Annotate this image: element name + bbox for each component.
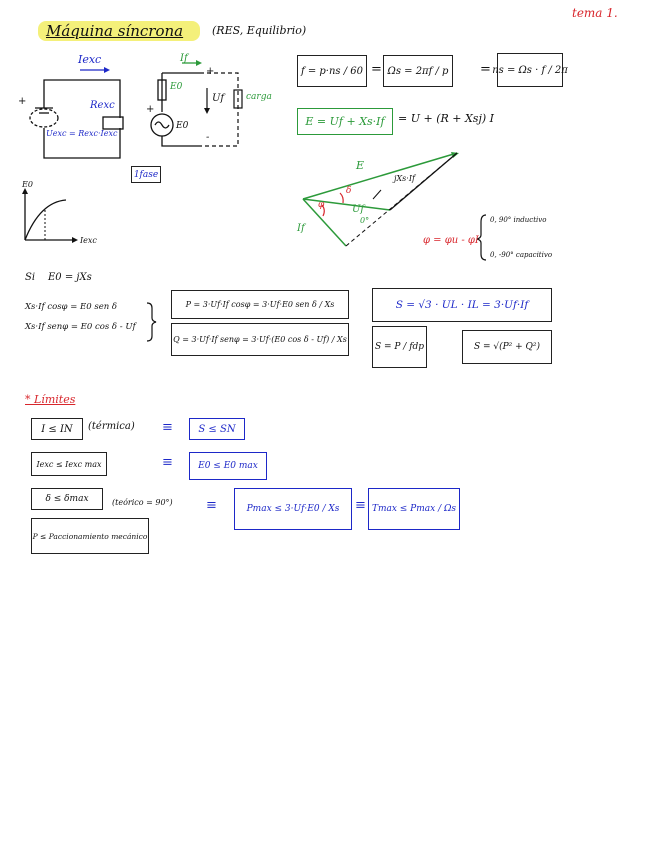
power-p-box: P = 3·Uf·If cosφ = 3·Uf·E0 sen δ / Xs bbox=[171, 290, 349, 319]
power-s-pq-box: S = √(P² + Q²) bbox=[462, 330, 552, 364]
label-e0-vec: E0 bbox=[170, 82, 183, 92]
phasor-label-delta: δ bbox=[346, 186, 352, 196]
formula-eq-1: = bbox=[371, 62, 382, 77]
power-s-fdp-box: S = P / fdp bbox=[372, 326, 427, 368]
label-iexc: Iexc bbox=[78, 53, 102, 66]
page-subtitle: (RES, Equilibrio) bbox=[212, 24, 307, 37]
phi-definition: φ = φu - φI bbox=[423, 235, 479, 246]
limit-1-left: I ≤ IN bbox=[31, 418, 83, 440]
phasor-label-E: E bbox=[356, 159, 365, 172]
limit-3-left: δ ≤ δmax bbox=[31, 488, 103, 510]
brace-bottom-text: 0, -90° capacitivo bbox=[490, 251, 553, 259]
limit-3-eq: ≡ bbox=[206, 498, 217, 513]
cond-line-2: Xs·If senφ = E0 cos δ - Uf bbox=[25, 322, 136, 332]
label-1fase: 1fase bbox=[131, 166, 161, 183]
phasor-label-jxsi: jXs·If bbox=[394, 174, 415, 183]
label-rexc: Rexc bbox=[90, 100, 115, 111]
formula-eq-2: = bbox=[480, 62, 491, 77]
phasor-label-angle: 0° bbox=[360, 216, 370, 225]
phasor-label-uf: Uf bbox=[352, 204, 365, 215]
mag-y-label: E0 bbox=[22, 180, 33, 189]
label-uf: Uf bbox=[212, 93, 225, 104]
page-title: Máquina síncrona bbox=[46, 22, 184, 40]
phasor-equation-rest: = U + (R + Xsj) I bbox=[398, 112, 494, 125]
limits-heading: * Límites bbox=[25, 393, 76, 406]
label-plus-gen: + bbox=[146, 104, 155, 115]
limit-3-extra-eq: ≡ bbox=[355, 498, 366, 513]
power-q-box: Q = 3·Uf·If senφ = 3·Uf·(E0 cos δ - Uf) / Xs bbox=[171, 323, 349, 356]
limit-1-right: S ≤ SN bbox=[189, 418, 245, 440]
limit-1-note: (térmica) bbox=[88, 421, 135, 432]
limit-2-left: Iexc ≤ Iexc max bbox=[31, 452, 107, 476]
limit-2-eq: ≡ bbox=[162, 455, 173, 470]
formula-omega: Ωs = 2πf / p bbox=[383, 55, 453, 87]
cond-si-expr: E0 = jXs bbox=[48, 272, 92, 283]
brace-top-text: 0, 90° inductivo bbox=[490, 216, 547, 224]
limit-3-right: Pmax ≤ 3·Uf·E0 / Xs bbox=[234, 488, 352, 530]
label-left-plus: + bbox=[18, 96, 27, 107]
label-uexc: Uexc = Rexc·Iexc bbox=[46, 129, 118, 138]
mag-x-label: Iexc bbox=[80, 236, 97, 245]
phasor-label-phi: φ bbox=[318, 200, 325, 210]
phasor-label-if: If bbox=[297, 223, 305, 234]
label-plus-top: + bbox=[206, 66, 215, 77]
power-s-box: S = √3 · UL · IL = 3·Uf·If bbox=[372, 288, 552, 322]
label-if: If bbox=[180, 53, 188, 64]
limit-3-extra: Tmax ≤ Pmax / Ωs bbox=[368, 488, 460, 530]
limit-2-right: E0 ≤ E0 max bbox=[189, 452, 267, 480]
cond-si: Si bbox=[25, 272, 36, 283]
limit-3-note: (teórico = 90°) bbox=[112, 498, 173, 507]
formula-f: f = p·ns / 60 bbox=[297, 55, 367, 87]
formula-ns: ns = Ωs · f / 2π bbox=[497, 53, 563, 87]
label-e0: E0 bbox=[176, 121, 189, 131]
limit-1-eq: ≡ bbox=[162, 420, 173, 435]
label-minus-bottom: - bbox=[206, 132, 210, 143]
phasor-equation-box: E = Uf + Xs·If bbox=[297, 108, 393, 135]
limit-4-left: P ≤ Paccionamiento mecánico bbox=[31, 518, 149, 554]
label-carga: carga bbox=[246, 92, 272, 102]
cond-line-1: Xs·If cosφ = E0 sen δ bbox=[25, 302, 118, 312]
tema-label: tema 1. bbox=[572, 6, 618, 20]
